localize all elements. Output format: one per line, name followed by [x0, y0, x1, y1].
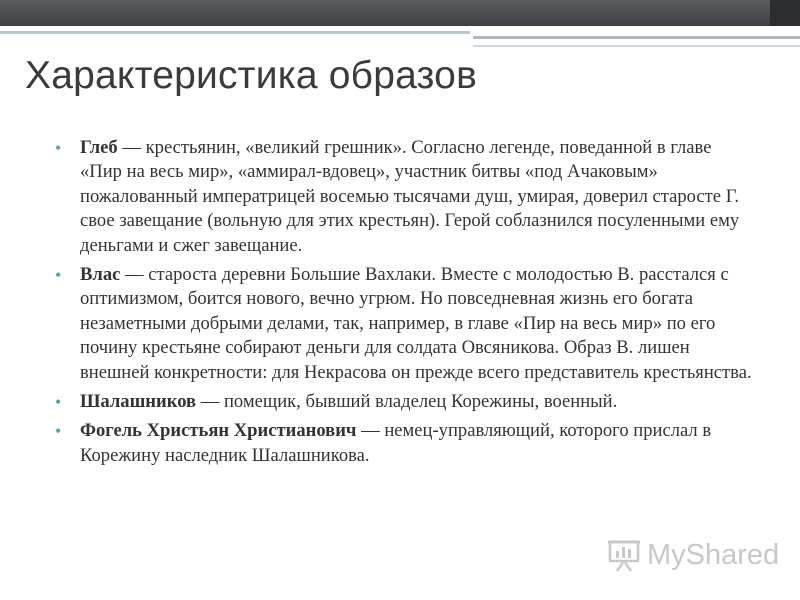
bullet-dot-icon: • — [55, 265, 62, 286]
slide-title: Характеристика образов — [25, 54, 477, 97]
character-name: Фогель Христьян Христианович — [80, 420, 357, 442]
character-description: — немец-управляющий, которого прислал в Корежину наследник Шалашникова. — [80, 420, 712, 466]
top-header-accent — [770, 0, 800, 26]
decorative-line — [473, 36, 800, 39]
bullet-item-shalashnikov — [55, 390, 755, 414]
bullet-item-gleb — [55, 136, 755, 258]
watermark-text: MyShared — [647, 538, 780, 571]
bullet-item-vlas — [55, 263, 755, 385]
character-description: — староста деревни Большие Вахлаки. Вместе с молодостью В. расстался с оптимизмом, боится нового, вечно угрюм. Но повседневная жизнь его богата незаметными добрыми делами, так, например, в главе «Пир на весь мир» по его почину крестьяне собирают деньги для солдата Овсяникова. Образ В. лишен внешней конкретности: для Некрасова он прежде всего представитель крестьянства. — [80, 264, 752, 383]
bullet-dot-icon: • — [55, 138, 62, 158]
bullet-dot-icon: • — [55, 392, 62, 413]
bullet-list — [55, 136, 755, 473]
character-name: Влас — [80, 264, 121, 286]
presentation-board-icon — [607, 538, 641, 572]
bullet-dot-icon: • — [55, 421, 62, 442]
decorative-line — [0, 31, 470, 34]
top-header-bar — [0, 0, 800, 26]
myshared-watermark — [607, 538, 779, 572]
character-description: — помещик, бывший владелец Корежины, военный. — [196, 391, 618, 413]
character-name: Шалашников — [80, 391, 197, 413]
bullet-item-fogel — [55, 419, 755, 468]
character-name: Глеб — [80, 137, 118, 158]
decorative-line — [473, 45, 800, 47]
character-description: — крестьянин, «великий грешник». Согласно легенде, поведанной в главе «Пир на весь мир», «аммирал-вдовец», участник битвы «под Ачаковым» пожалованный императрицей восемью тысячами душ, умирая, доверил старосте Г. свое завещание (вольную для этих крестьян). Герой соблазнился посуленными ему деньгами и сжег завещание. — [80, 137, 740, 256]
